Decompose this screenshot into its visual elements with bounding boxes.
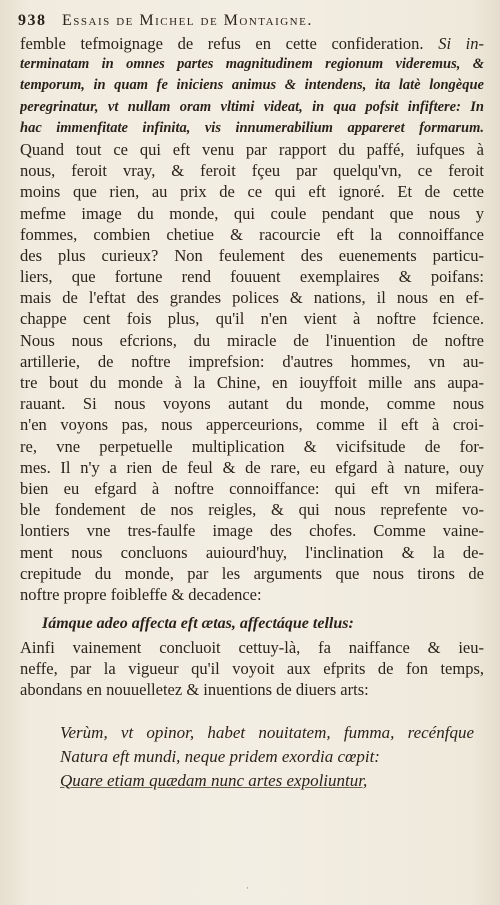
text-line: Quand tout ce qui eft venu par rapport du paffé, iufques à — [20, 139, 484, 159]
text-line: Ainfi vainement concluoit cettuy-là, fa naiffance & ieu- — [20, 638, 484, 658]
page-speck: · — [246, 884, 249, 894]
text-line: bien eu efgard à noftre connoiffance: qui eft vn mifera- — [20, 478, 484, 498]
text-line: des plus curieux? Non feulement des euenements particu- — [20, 245, 484, 265]
verse-line: Verùm, vt opinor, habet nouitatem, fumma, recénfque — [60, 722, 474, 742]
text-line: liers, que fortune rend fouuent exemplaires & poifans: — [20, 267, 484, 287]
page-header — [18, 12, 480, 34]
text-line: fommes, combien chetiue & racourcie eft la connoiffance — [20, 224, 484, 244]
text-line: mefme image du monde, qui coule pendant que nous y — [20, 203, 484, 223]
text-line: Nous nous efcrions, du miracle de l'inuention de noftre — [20, 330, 484, 350]
latin-quotation: Iámque adeo affecta eft ætas, affectáque tellus: — [42, 615, 354, 633]
text-line: rauant. Si nous voyons autant du monde, comme nous — [20, 394, 484, 414]
text-line: ble fondement de nos reigles, & qui nous reprefente vo- — [20, 500, 484, 520]
text-line: re, vne perpetuelle multiplication & vicifsitude de for- — [20, 436, 484, 456]
text-line: terminatam in omnes partes magnitudinem regionum videremus, & — [20, 56, 484, 73]
text-line: n'en voyons pas, nous apperceurions, comme il eft à croi- — [20, 415, 484, 435]
text-line: ment nous concluons auiourd'huy, l'inclination & la de- — [20, 542, 484, 562]
text-line: femble tefmoignage de refus en cette confideration. Si in- — [20, 34, 484, 53]
text-line: abondans en nouuelletez & inuentions de diuers arts: — [20, 680, 369, 700]
text-line: tre bout du monde à la Chine, en iouyffoit mille ans aupa- — [20, 373, 484, 392]
text-line: mais de l'eftat des grandes polices & nations, il nous en ef- — [20, 288, 484, 308]
verse-line: Quare etiam quædam nunc artes expoliuntur, — [60, 770, 368, 790]
main-text — [20, 33, 484, 793]
text-line: nous, feroit vray, & feroit fçeu par quelqu'vn, ce feroit — [20, 161, 484, 181]
text-line: moins que rien, au prix de ce qui eft ignoré. Et de cette — [20, 182, 484, 202]
text-line: mes. Il n'y a rien de feul & de rare, eu efgard à nature, ouy — [20, 457, 484, 477]
verse-line: Natura eft mundi, neque pridem exordia cœpit: — [60, 746, 380, 766]
text-line: peregrinatur, vt nullam oram vltimi videat, in qua pofsit infiftere: In — [20, 98, 484, 115]
text-line: noftre propre foibleffe & decadence: — [20, 584, 262, 604]
text-line: crepitude du monde, par les arguments que nous tirons de — [20, 563, 484, 583]
running-title: Essais de Michel de Montaigne. — [62, 12, 313, 29]
text-line: chappe cent fois plus, qu'il n'en vient à noftre fcience. — [20, 309, 484, 329]
verse-gap — [20, 701, 484, 721]
text-line: artillerie, de noftre imprefsion: d'autres hommes, vn au- — [20, 351, 484, 371]
text-line: neffe, par la vigueur qu'il voyoit aux efprits de fon temps, — [20, 659, 484, 679]
page-number: 938 — [18, 12, 47, 29]
text-line: hac immenfitate infinita, vis innumerabilium appareret formarum. — [20, 119, 484, 136]
text-line: temporum, in quam fe iniciens animus & intendens, ita latè longèque — [20, 77, 484, 94]
text-line: lontiers vne tres-faulfe image des chofes. Comme vaine- — [20, 521, 484, 541]
